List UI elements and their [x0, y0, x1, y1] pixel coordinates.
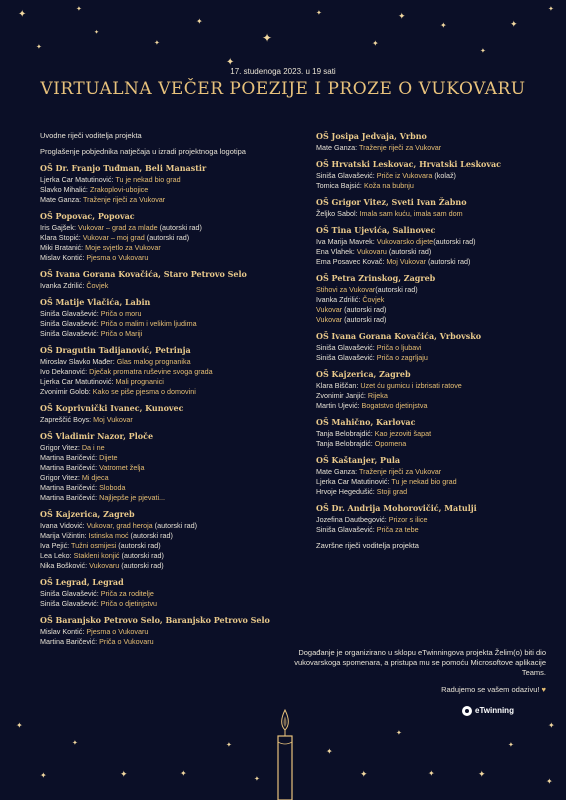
school-heading: OŠ Dr. Andrija Mohorovičić, Matulji: [316, 503, 477, 513]
work-title: Mi djeca: [81, 473, 109, 482]
author-name: Ivanka Zdrilić:: [316, 295, 363, 304]
work-title: Sloboda: [99, 483, 126, 492]
star-icon: ✦: [36, 44, 42, 51]
work-note: (autorski rad): [426, 257, 471, 266]
intro-line: Uvodne riječi voditelja projekta: [40, 131, 142, 140]
author-name: Tanja Belobrajdić:: [316, 429, 375, 438]
closing-line: Završne riječi voditelja projekta: [316, 541, 419, 550]
school-heading: OŠ Tina Ujevića, Salinovec: [316, 225, 436, 235]
program-entry: [40, 637, 290, 647]
work-title: Priča o Vukovaru: [99, 637, 154, 646]
work-title: Opomena: [374, 439, 407, 448]
program-entry: [316, 295, 544, 305]
program-entry: [40, 253, 290, 263]
star-icon: ✦: [326, 747, 333, 756]
program-entry: [40, 357, 290, 367]
program-entry: [40, 377, 290, 387]
work-title: Stakleni konjić: [73, 551, 120, 560]
work-note: (autorski rad): [144, 233, 190, 242]
program-entry: [40, 185, 290, 195]
work-title: Koža na bubnju: [363, 181, 414, 190]
thanks-line: [330, 685, 546, 694]
work-title: Kao jezoviti šapat: [374, 429, 432, 438]
star-icon: ✦: [546, 777, 553, 786]
program-entry: [316, 401, 544, 411]
work-title: Vukovar – moj grad: [82, 233, 145, 242]
star-icon: ✦: [76, 6, 82, 13]
program-entry: [40, 443, 290, 453]
work-note: (autorski rad): [152, 521, 198, 530]
author-name: Siniša Glavašević:: [40, 319, 101, 328]
author-name: Mislav Kontić:: [40, 253, 87, 262]
author-name: Nika Bošković:: [40, 561, 90, 570]
author-name: Siniša Glavašević:: [316, 525, 377, 534]
author-name: Ljerka Car Matutinović:: [316, 477, 392, 486]
program-entry: [316, 209, 544, 219]
work-title: Čovjek: [362, 295, 385, 304]
star-icon: ✦: [18, 9, 27, 20]
star-icon: ✦: [480, 48, 486, 55]
star-icon: ✦: [548, 6, 554, 13]
work-title: Prizor s ilice: [388, 515, 428, 524]
work-title: Vukovar – grad za mlade: [77, 223, 158, 232]
work-note: (autorski rad): [157, 223, 202, 232]
work-title: Bogatstvo djetinjstva: [361, 401, 428, 410]
school-heading: OŠ Petra Zrinskog, Zagreb: [316, 273, 436, 283]
author-name: Martin Ujević:: [316, 401, 362, 410]
work-title: Tužni osmijesi: [71, 541, 117, 550]
school-heading: OŠ Ivana Gorana Kovačića, Staro Petrovo Selo: [40, 269, 247, 279]
program-entry: [40, 473, 290, 483]
program-entry: [40, 415, 290, 425]
author-name: Martina Baričević:: [40, 493, 100, 502]
program-entry: [40, 483, 290, 493]
work-title: Vukovaru: [89, 561, 120, 570]
star-icon: ✦: [510, 19, 518, 29]
star-icon: ✦: [40, 771, 47, 780]
program-left-column: [40, 131, 290, 647]
author-name: Slavko Mihalić:: [40, 185, 90, 194]
work-title: Priča o ljubavi: [376, 343, 422, 352]
program-entry: [316, 429, 544, 439]
note-text: , a pristupa mu se pomoću Microsoftove aplikacije Teams.: [380, 658, 546, 677]
work-title: Pjesma o Vukovaru: [86, 253, 149, 262]
work-note: (autorski rad): [119, 561, 164, 570]
program-entry: [40, 541, 290, 551]
author-name: Mate Ganza:: [40, 195, 84, 204]
work-title: Imala sam kuću, imala sam dom: [359, 209, 463, 218]
author-name: Martina Baričević:: [40, 483, 100, 492]
program-entry: [316, 305, 544, 315]
program-entry: [316, 285, 544, 295]
work-title: Vukovar, grad heroja: [86, 521, 153, 530]
program-entry: [40, 281, 290, 291]
work-title: Vukovarsko dijete: [376, 237, 434, 246]
author-name: Klara Biščan:: [316, 381, 361, 390]
star-icon: ✦: [396, 730, 402, 737]
program-entry: [40, 561, 290, 571]
candle-icon: [270, 708, 300, 800]
work-title: Tu je nekad bio grad: [115, 175, 181, 184]
author-name: Ena Vlahek:: [316, 247, 357, 256]
program-entry: [316, 391, 544, 401]
author-name: Tanja Belobrajdić:: [316, 439, 375, 448]
author-name: Siniša Glavašević:: [316, 171, 377, 180]
program-entry: [316, 171, 544, 181]
star-icon: ✦: [16, 721, 23, 730]
program-right-column: [316, 131, 544, 551]
author-name: Siniša Glavašević:: [40, 589, 101, 598]
page-title: VIRTUALNA VEČER POEZIJE I PROZE O VUKOVARU: [40, 79, 526, 99]
author-name: Siniša Glavašević:: [316, 343, 377, 352]
work-title: Priče iz Vukovara: [376, 171, 433, 180]
author-name: Martina Baričević:: [40, 463, 100, 472]
school-heading: OŠ Kajzerica, Zagreb: [40, 509, 135, 519]
author-name: Siniša Glavašević:: [40, 309, 101, 318]
work-title: Vukovaru: [356, 247, 387, 256]
author-name: Miroslav Slavko Mađer:: [40, 357, 117, 366]
work-title: Tu je nekad bio grad: [391, 477, 457, 486]
program-entry: [316, 515, 544, 525]
etwinning-mark-icon: [462, 706, 472, 716]
work-title: Traženje riječi za Vukovar: [359, 467, 442, 476]
author-name: Tomica Bajsić:: [316, 181, 364, 190]
author-name: Hrvoje Hegedušić:: [316, 487, 377, 496]
thanks-text: Radujemo se vašem odazivu!: [441, 685, 540, 694]
author-name: Iva Marija Mavrek:: [316, 237, 377, 246]
program-entry: [40, 195, 290, 205]
project-name: Želim(o) biti dio vukovarskoga spomenara: [294, 648, 546, 667]
author-name: Siniša Glavašević:: [40, 599, 101, 608]
work-title: Moj Vukovar: [93, 415, 133, 424]
author-name: Siniša Glavašević:: [40, 329, 101, 338]
work-title: Priča za roditelje: [100, 589, 154, 598]
author-name: Grigor Vitez:: [40, 443, 82, 452]
star-icon: ✦: [120, 769, 128, 779]
author-name: Ljerka Car Matutinović:: [40, 175, 116, 184]
work-title: Traženje riječi za Vukovar: [83, 195, 166, 204]
program-entry: [316, 343, 544, 353]
program-entry: [40, 329, 290, 339]
note-text: Događanje je organizirano u sklopu eTwinningova projekta: [298, 648, 495, 657]
program-entry: [316, 477, 544, 487]
work-title: Mali prognanici: [115, 377, 164, 386]
author-name: Zapreščić Boys:: [40, 415, 94, 424]
author-name: Mate Ganza:: [316, 143, 360, 152]
star-icon: ✦: [154, 40, 160, 47]
school-heading: OŠ Vladimir Nazor, Ploče: [40, 431, 154, 441]
star-icon: ✦: [196, 17, 203, 26]
work-title: Priča o malim i velikim ljudima: [100, 319, 197, 328]
program-entry: [40, 521, 290, 531]
star-icon: ✦: [478, 769, 486, 779]
author-name: Mislav Kontić:: [40, 627, 87, 636]
program-entry: [316, 237, 544, 247]
star-icon: ✦: [548, 721, 555, 730]
work-title: Priča o Mariji: [100, 329, 143, 338]
author-name: Jozefina Dautbegović:: [316, 515, 389, 524]
author-name: Grigor Vitez:: [40, 473, 82, 482]
program-entry: [316, 439, 544, 449]
star-icon: ✦: [180, 769, 187, 778]
program-entry: [40, 223, 290, 233]
program-entry: [40, 493, 290, 503]
work-title: Glas malog prognanika: [116, 357, 191, 366]
program-entry: [40, 367, 290, 377]
author-name: Marija Vižintin:: [40, 531, 89, 540]
school-heading: OŠ Dr. Franjo Tuđman, Beli Manastir: [40, 163, 207, 173]
work-title: Pjesma o Vukovaru: [86, 627, 149, 636]
program-entry: [40, 243, 290, 253]
work-title: Vukovar: [316, 315, 343, 324]
work-title: Priča o djetinjstvu: [100, 599, 158, 608]
work-title: Uzet ću gumicu i izbrisati ratove: [360, 381, 462, 390]
school-heading: OŠ Dragutin Tadijanović, Petrinja: [40, 345, 191, 355]
program-entry: [40, 599, 290, 609]
star-icon: ✦: [226, 57, 235, 68]
work-title: Priča za tebe: [376, 525, 419, 534]
heart-icon: ♥: [541, 685, 546, 694]
program-entry: [40, 589, 290, 599]
program-entry: [40, 319, 290, 329]
program-entry: [40, 233, 290, 243]
author-name: Martina Baričević:: [40, 453, 100, 462]
work-note: (autorski rad): [119, 551, 164, 560]
work-title: Dijete: [99, 453, 118, 462]
work-note: (autorski rad): [386, 247, 432, 256]
program-entry: [316, 257, 544, 267]
school-heading: OŠ Matije Vlačića, Labin: [40, 297, 151, 307]
author-name: Zvonimir Janjić:: [316, 391, 368, 400]
work-title: Moje svjetlo za Vukovar: [85, 243, 161, 252]
work-note: (autorski rad): [342, 315, 387, 324]
logo-text: eTwinning: [475, 706, 514, 716]
program-entry: [40, 463, 290, 473]
star-icon: ✦: [440, 21, 447, 30]
author-name: Ivo Dekanović:: [40, 367, 90, 376]
author-name: Martina Baričević:: [40, 637, 100, 646]
author-name: Ivanka Zdrilić:: [40, 281, 87, 290]
work-title: Stihovi za Vukovar: [316, 285, 376, 294]
program-entry: [316, 467, 544, 477]
program-entry: [316, 181, 544, 191]
star-icon: ✦: [94, 30, 100, 36]
program-entry: [316, 353, 544, 363]
school-heading: OŠ Koprivnički Ivanec, Kunovec: [40, 403, 184, 413]
star-icon: ✦: [428, 769, 435, 778]
school-heading: OŠ Hrvatski Leskovac, Hrvatski Leskovac: [316, 159, 502, 169]
work-title: Rijeka: [367, 391, 388, 400]
star-icon: ✦: [254, 776, 260, 783]
author-name: Zvonimir Golob:: [40, 387, 93, 396]
work-note: (autorski rad): [433, 237, 476, 246]
work-title: Traženje riječi za Vukovar: [359, 143, 442, 152]
school-heading: OŠ Kajzerica, Zagreb: [316, 369, 411, 379]
author-name: Željko Sabol:: [316, 209, 360, 218]
work-note: (autorski rad): [342, 305, 387, 314]
author-name: Iris Gajšek:: [40, 223, 78, 232]
work-note: (kolaž): [432, 171, 456, 180]
work-title: Kako se piše pjesma o domovini: [92, 387, 196, 396]
work-title: Priča o moru: [100, 309, 142, 318]
program-entry: [40, 551, 290, 561]
star-icon: ✦: [398, 11, 406, 21]
footer-note: [294, 648, 546, 678]
star-icon: ✦: [72, 740, 78, 747]
school-heading: OŠ Josipa Jedvaja, Vrbno: [316, 131, 427, 141]
program-entry: [316, 487, 544, 497]
program-entry: [40, 387, 290, 397]
program-entry: [40, 627, 290, 637]
work-title: Najljepše je pjevati...: [99, 493, 166, 502]
work-title: Čovjek: [86, 281, 109, 290]
program-entry: [40, 453, 290, 463]
author-name: Ljerka Car Matutinović:: [40, 377, 116, 386]
intro-line: Proglašenje pobjednika natječaja u izradi projektnoga logotipa: [40, 147, 246, 156]
author-name: Lea Leko:: [40, 551, 74, 560]
work-title: Vukovar: [316, 305, 343, 314]
work-note: (autorski rad): [375, 285, 418, 294]
program-entry: [316, 381, 544, 391]
work-title: Moj Vukovar: [386, 257, 426, 266]
author-name: Ema Posavec Kovač:: [316, 257, 387, 266]
star-icon: ✦: [262, 31, 273, 45]
author-name: Ivana Vidović:: [40, 521, 87, 530]
program-entry: [316, 525, 544, 535]
author-name: Klara Stopić:: [40, 233, 83, 242]
work-title: Dječak promatra ruševine svoga grada: [89, 367, 213, 376]
school-heading: OŠ Mahično, Karlovac: [316, 417, 416, 427]
school-heading: OŠ Popovac, Popovac: [40, 211, 135, 221]
etwinning-logo: [462, 706, 542, 720]
author-name: Iva Pejić:: [40, 541, 72, 550]
star-icon: ✦: [316, 10, 322, 17]
work-title: Istinska moć: [88, 531, 129, 540]
work-note: (autorski rad): [128, 531, 173, 540]
work-title: Stoji grad: [376, 487, 408, 496]
work-title: Priča o zagrljaju: [376, 353, 428, 362]
event-date: 17. studenoga 2023. u 19 sati: [230, 67, 336, 76]
program-entry: [40, 309, 290, 319]
program-entry: [316, 247, 544, 257]
program-entry: [40, 531, 290, 541]
author-name: Mate Ganza:: [316, 467, 360, 476]
author-name: Siniša Glavašević:: [316, 353, 377, 362]
author-name: Miki Bratanić:: [40, 243, 86, 252]
star-icon: ✦: [372, 39, 379, 48]
work-title: Zrakoplovi-ubojice: [89, 185, 149, 194]
school-heading: OŠ Kaštanjer, Pula: [316, 455, 401, 465]
school-heading: OŠ Ivana Gorana Kovačića, Vrbovsko: [316, 331, 482, 341]
star-icon: ✦: [226, 742, 232, 749]
school-heading: OŠ Baranjsko Petrovo Selo, Baranjsko Petrovo Selo: [40, 615, 270, 625]
school-heading: OŠ Legrad, Legrad: [40, 577, 124, 587]
work-title: Vatromet želja: [99, 463, 145, 472]
school-heading: OŠ Grigor Vitez, Sveti Ivan Žabno: [316, 197, 467, 207]
work-note: (autorski rad): [116, 541, 161, 550]
star-icon: ✦: [508, 742, 514, 749]
program-entry: [40, 175, 290, 185]
star-icon: ✦: [360, 769, 368, 779]
program-entry: [316, 315, 544, 325]
program-entry: [316, 143, 544, 153]
work-title: Da i ne: [81, 443, 105, 452]
